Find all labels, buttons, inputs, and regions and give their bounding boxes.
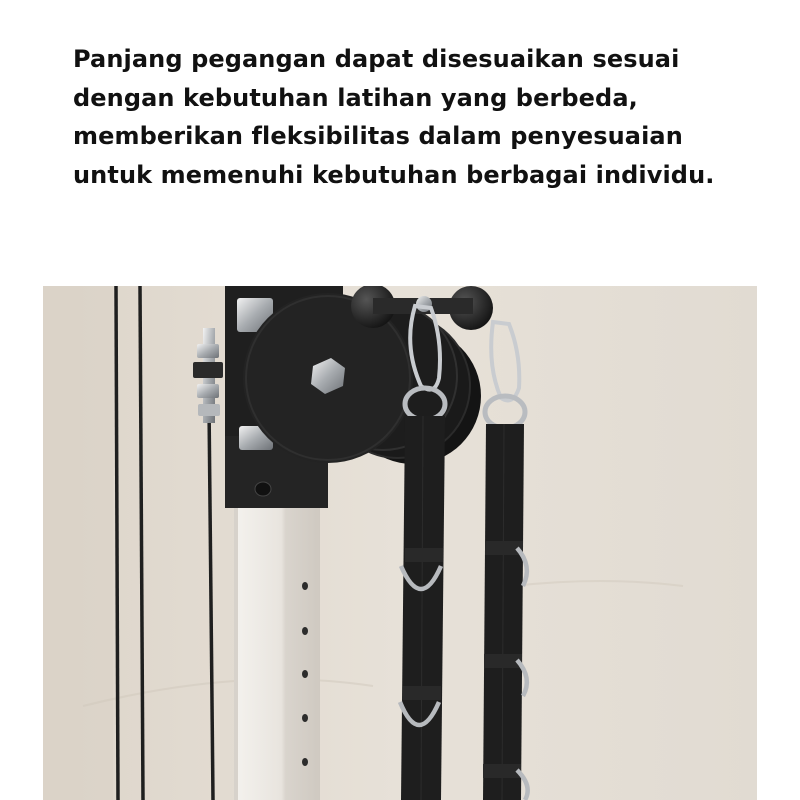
strap-left: [401, 416, 445, 800]
caption-line: Panjang pegangan dapat disesuaikan sesuai: [73, 45, 680, 73]
strap-right: [483, 424, 524, 800]
frame-post: [234, 508, 320, 800]
caption-line: untuk memenuhi kebutuhan berbagai individu.: [73, 160, 715, 189]
caption-line: dengan kebutuhan latihan yang berbeda,: [73, 83, 638, 112]
product-photo: [43, 286, 757, 800]
caption-text: [73, 40, 753, 194]
caption-line: memberikan fleksibilitas dalam penyesuaian: [73, 122, 683, 150]
